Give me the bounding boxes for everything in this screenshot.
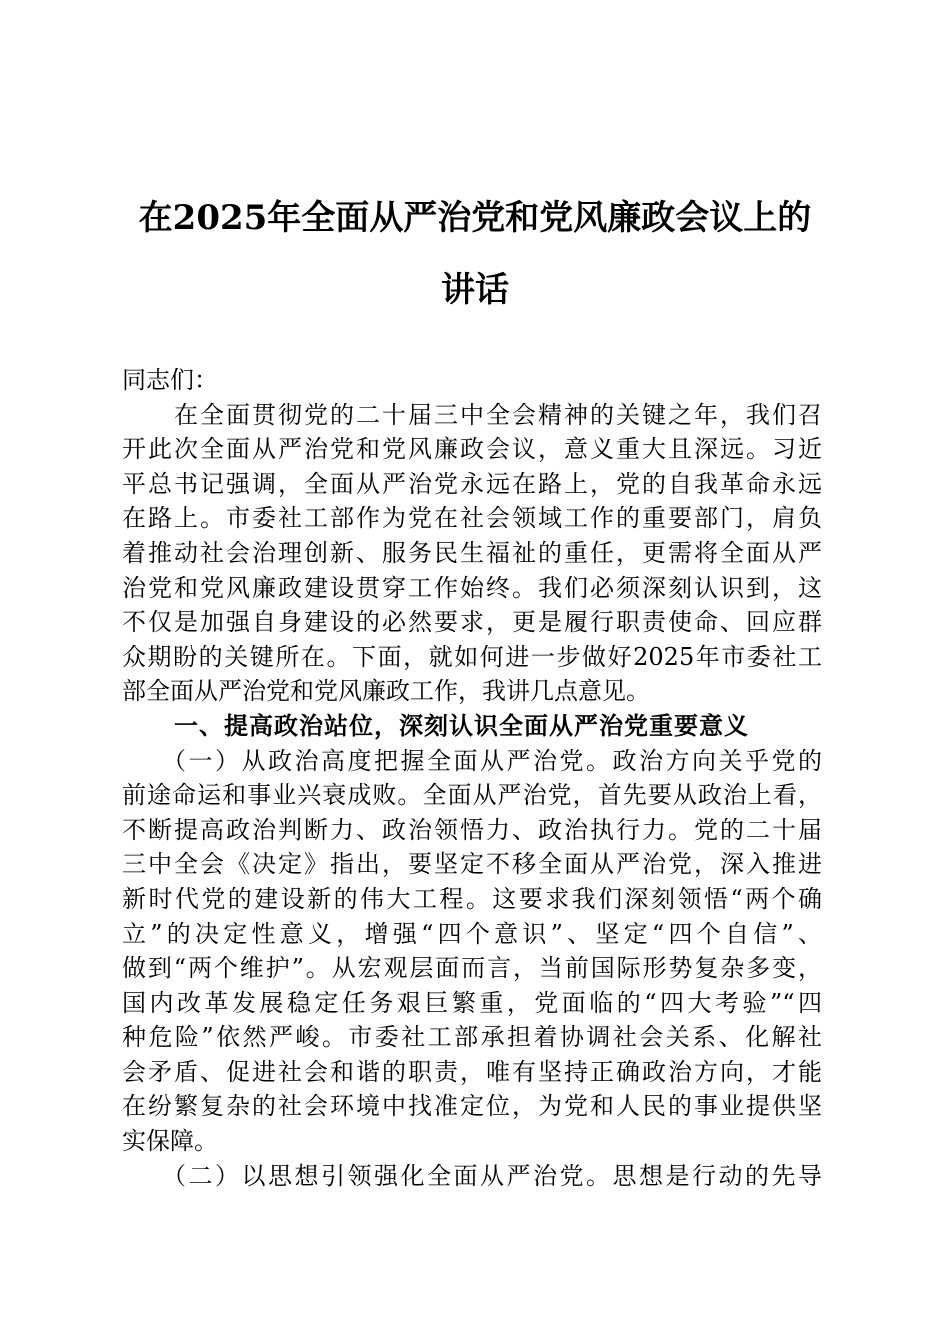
paragraph-section-1-1 [122,744,822,1159]
text-line: 治党和党风廉政建设贯穿工作始终。我们必须深刻认识到，这 [122,573,822,602]
text-line: 立”的决定性意义，增强“四个意识”、坚定“四个自信”、 [122,919,822,948]
text-line: 新时代党的建设新的伟大工程。这要求我们深刻领悟“两个确 [122,884,822,913]
text-line: 开此次全面从严治党和党风廉政会议，意义重大且深远。习近 [122,435,822,464]
text-line: 会矛盾、促进社会和谐的职责，唯有坚持正确政治方向，才能 [122,1057,822,1086]
paragraph-section-1-2 [122,1159,822,1194]
text-line: 做到“两个维护”。从宏观层面而言，当前国际形势复杂多变， [122,954,822,983]
document-title [40,182,910,326]
document-body [122,363,822,1193]
text-line: 在路上。市委社工部作为党在社会领域工作的重要部门，肩负 [122,504,822,533]
text-line: 前途命运和事业兴衰成败。全面从严治党，首先要从政治上看， [122,781,822,810]
text-line: 众期盼的关键所在。下面，就如何进一步做好2025年市委社工 [122,642,822,671]
salutation: 同志们： [122,366,218,394]
text-line: 着推动社会治理创新、服务民生福祉的重任，更需将全面从严 [122,538,822,567]
title-line-2: 讲话 [441,270,509,310]
text-line: （一）从政治高度把握全面从严治党。政治方向关乎党的 [162,746,822,775]
title-line-1: 在2025年全面从严治党和党风廉政会议上的 [138,198,812,238]
text-line: 三中全会《决定》指出，要坚定不移全面从严治党，深入推进 [122,850,822,879]
heading-line: 一、提高政治站位，深刻认识全面从严治党重要意义 [174,710,749,740]
text-line: （二）以思想引领强化全面从严治党。思想是行动的先导 [162,1161,822,1190]
text-line: 平总书记强调，全面从严治党永远在路上，党的自我革命永远 [122,469,822,498]
text-line: 不断提高政治判断力、政治领悟力、政治执行力。党的二十届 [122,815,822,844]
section-heading-1 [122,709,822,744]
text-line: 实保障。 [122,1127,218,1156]
text-line: 不仅是加强自身建设的必然要求，更是履行职责使命、回应群 [122,608,822,637]
text-line: 在全面贯彻党的二十届三中全会精神的关键之年，我们召 [174,400,822,429]
paragraph-intro [122,398,822,709]
text-line: 部全面从严治党和党风廉政工作，我讲几点意见。 [122,677,650,706]
text-line: 在纷繁复杂的社会环境中找准定位，为党和人民的事业提供坚 [122,1092,822,1121]
text-line: 种危险”依然严峻。市委社工部承担着协调社会关系、化解社 [122,1023,822,1052]
text-line: 国内改革发展稳定任务艰巨繁重，党面临的“四大考验”“四 [122,988,822,1017]
